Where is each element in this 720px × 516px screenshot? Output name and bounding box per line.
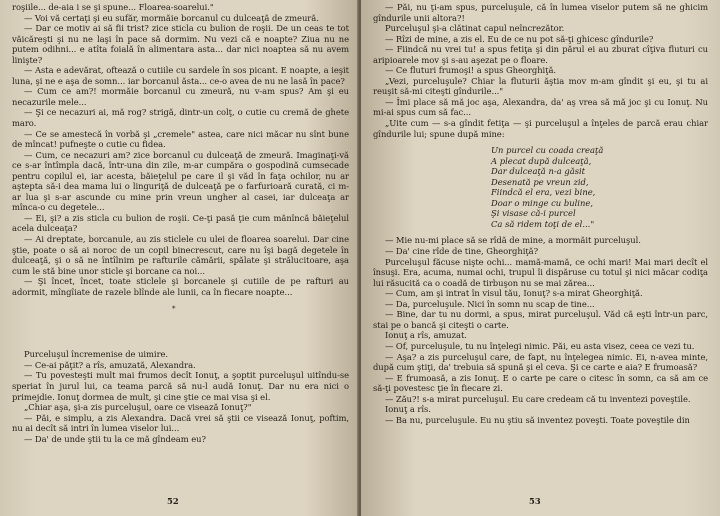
left-page-top-text <box>12 2 349 297</box>
page-number: 52 <box>167 496 179 506</box>
paragraph: „Vezi, purceluşule? Chiar la fluturii ăştia mov m-am gîndit şi eu, şi tu ai reuşit să-mi citeşti gîndurile..." <box>373 75 708 97</box>
right-page <box>361 0 720 516</box>
paragraph: Ionuţ a rîs, amuzat. <box>385 330 467 341</box>
paragraph: Purceluşul şi-a clătinat capul neîncrezător. <box>385 23 565 34</box>
paragraph: — Voi vă certaţi şi eu sufăr, mormăie borcanul cu dulceaţă de zmeură. <box>24 12 319 23</box>
paragraph: — Mie nu-mi place să se rîdă de mine, a mormăit purceluşul. <box>385 235 641 246</box>
paragraph: — Tu povesteşti mult mai frumos decît Ionuţ, a şoptit purceluşul uitîndu-se speriat în jurul lui, ca teama parcă să nu-l audă Ionuţ. Dar nu era nici o primejdie. Ionuţ dormea de mult, şi cine ştie ce mai visa şi el. <box>12 370 349 402</box>
poem-line: Dar dulceaţă n-a găsit <box>491 166 586 177</box>
paragraph: — Şi ce necazuri ai, mă rog? strigă, dintr-un colţ, o cutie cu cremă de ghete maro. <box>12 107 349 129</box>
poem-line: Ca să ridem toţi de el..." <box>491 218 595 229</box>
paragraph: Purceluşul făcuse nişte ochi... mamă-mamă, ce ochi mari! Mai mari decît el însuşi. Era, acuma, numai ochi, trupul îi dispăruse cu totul şi nici măcar codiţa lui răsucită ca o coadă de tirbuşon nu se mai zărea... <box>373 256 708 288</box>
paragraph: Purceluşul încremenise de uimire. <box>24 349 169 360</box>
paragraph: — Fiindcă nu vrei tu! a spus fetiţa şi din părul ei au zburat cîţiva fluturi cu aripioarele mov şi s-au aşezat pe o floare. <box>373 44 708 65</box>
paragraph: — Cum ce am?! mormăie borcanul cu zmeură, nu v-am spus? Am şi eu necazurile mele... <box>12 86 349 107</box>
paragraph: — Îmi place să mă joc aşa, Alexandra, da' aş vrea să mă joc şi cu Ionuţ. Nu mi-ai spus cum să fac... <box>373 96 708 118</box>
paragraph: Ionuţ a rîs. <box>385 404 431 415</box>
right-page-top-text <box>373 2 708 139</box>
poem-line: Un purcel cu coada creaţă <box>491 145 604 156</box>
paragraph: — Ce fluturi frumoşi! a spus Gheorghiţă. <box>385 65 557 76</box>
left-page <box>0 0 359 516</box>
paragraph: — Cum, ce necazuri am? zice borcanul cu dulceaţă de zmeură. Imaginaţi-vă ce s-ar întîmpla dacă, într-una din zile, m-ar cumpăra o gospodină cumsecade pentru copilul ei, iar acesta, băieţelul pe care il şi văd în faţa ochilor, nu ar aştepta să-i dea mama lui o linguriţă de dulceaţă pe o farfurioară curată, ci m-ar lua şi s-ar ascunde cu mine prin vreun ungher al casei, iar dulceaţa ar mînca-o cu degetele... <box>12 149 349 213</box>
paragraph: — Bine, dar tu nu dormi, a spus, mirat purceluşul. Văd că eşti într-un parc, stai pe o bancă şi citeşti o carte. <box>373 309 708 330</box>
poem-line: Şi visase că-i purcel <box>491 208 576 219</box>
paragraph: — Da' de unde ştii tu la ce mă gîndeam eu? <box>24 433 206 444</box>
paragraph: — Dar ce motiv ai să fii trist? zice sticla cu bulion de roşii. De un ceas te tot văicăreşti şi nu ne laşi în pace să dormim. Nu vezi că e noapte? Ziua nu ne putem odihni... e atîta foială în alimentara asta... dar nici noaptea să nu avem linişte? <box>12 23 349 65</box>
paragraph: — Da, purceluşule. Nici în somn nu scap de tine... <box>385 298 595 309</box>
paragraph: — Păi, e simplu, a zis Alexandra. Dacă vrei să ştii ce visează Ionuţ, poftim, nu ai decît să intri în lumea viselor lui... <box>12 412 349 434</box>
right-page-bottom-text <box>373 235 708 425</box>
poem <box>491 145 708 229</box>
paragraph: — Ba nu, purceluşule. Eu nu ştiu să inventez poveşti. Toate poveştile din <box>385 414 690 425</box>
left-page-bottom-text <box>12 349 349 444</box>
paragraph: — Aşa? a zis purceluşul care, de fapt, nu înţelegea nimic. Ei, n-avea minte, după cum ştiţi, da' trebuia să spună şi el ceva. Şi ce carte e aia? E frumoasă? <box>373 351 708 373</box>
paragraph: — Ce se amestecă în vorbă şi „cremele" astea, care nici măcar nu sînt bune de mîncat! pufneşte o cutie cu fidea. <box>12 128 349 150</box>
paragraph: — Asta e adevărat, oftează o cutiile cu sardele în sos picant. E noapte, a ieşit luna, şi ne e aşa de somn... iar borcanul ăsta... ce-o avea de nu ne lasă în pace? <box>12 65 349 86</box>
poem-line: A plecat după dulceaţă, <box>491 155 592 166</box>
paragraph: „Chiar aşa, şi-a zis purceluşul, oare ce visează Ionuţ?" <box>24 402 252 413</box>
paragraph: „Uite cum — s-a gîndit fetiţa — şi purceluşul a înţeles de parcă erau chiar gîndurile lui; spune după mine: <box>373 118 708 139</box>
paragraph: — Cum, am şi intrat în visul tău, Ionuţ? s-a mirat Gheorghiţă. <box>385 288 643 299</box>
paragraph: — Şi încet, încet, toate sticlele şi borcanele şi cutiile de pe rafturi au adormit, mîngîiate de razele blînde ale lunii, ca în fiecare noapte... <box>12 276 349 297</box>
section-separator: * <box>172 305 176 314</box>
section-break <box>12 297 349 349</box>
paragraph: — Of, purceluşule, tu nu înţelegi nimic. Păi, eu asta visez, ceea ce vezi tu. <box>385 340 695 351</box>
paragraph: — Ai dreptate, borcanule, au zis sticlele cu ulei de floarea soarelui. Dar cine ştie, poate o să ai noroc de un copil binecrescut, care nu îşi bagă degetele în dulceaţă, şi o să ne întîlnim pe rafturile cămării, spălate şi strălucitoare, aşa cum le stă bine unor sticle şi borcane ca noi... <box>12 234 349 276</box>
paragraph: — Păi, nu ţi-am spus, purceluşule, că în lumea viselor putem să ne ghicim gîndurile unii altora?! <box>373 2 708 23</box>
poem-line: Doar o minge cu buline, <box>491 197 593 208</box>
paragraph: roşiile... de-aia i se şi spune... Floarea-soarelui." <box>12 2 214 12</box>
page-number: 53 <box>529 496 541 506</box>
paragraph: — Ei, şi? a zis sticla cu bulion de roşii. Ce-ţi pasă ţie cum mănîncă băieţelul acela dulceaţa? <box>12 212 349 234</box>
paragraph: — Zău?! s-a mirat purceluşul. Eu care credeam că tu inventezi poveştile. <box>385 393 691 404</box>
poem-line: Fiindcă el era, vezi bine, <box>491 187 596 198</box>
paragraph: — Da' cine rîde de tine, Gheorghiţă? <box>385 246 539 257</box>
paragraph: — Ce-ai păţit? a rîs, amuzată, Alexandra. <box>24 359 196 370</box>
paragraph: — E frumoasă, a zis Ionuţ. E o carte pe care o citesc în somn, ca să am ce să-ţi povestesc ţie în fiecare zi. <box>373 372 708 394</box>
paragraph: — Rîzi de mine, a zis el. Eu de ce nu pot să-ţi ghicesc gîndurile? <box>385 33 654 44</box>
poem-line: Desenată pe vreun zid, <box>491 176 589 187</box>
